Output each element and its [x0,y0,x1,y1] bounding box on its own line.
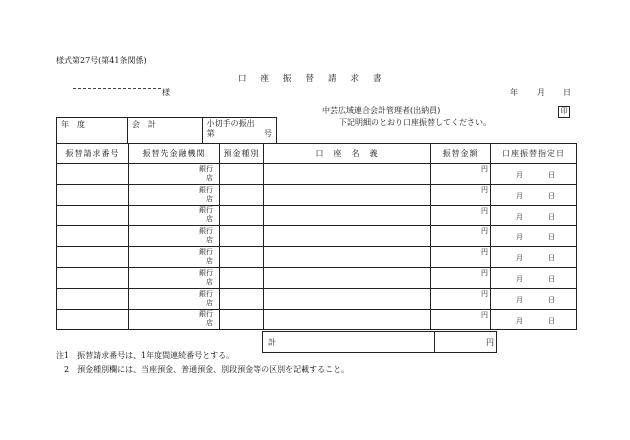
transfer-date-cell[interactable] [491,205,577,226]
deposit-type-cell[interactable] [220,247,264,268]
request-no-cell[interactable] [57,247,129,268]
account-name-cell[interactable] [264,267,431,288]
total-table [262,331,577,353]
transfer-date-cell[interactable] [491,184,577,205]
day-label: 日 [548,254,555,263]
transfer-date-cell[interactable] [491,226,577,247]
amount-cell[interactable] [431,288,491,309]
fiscal-year-label: 年 度 [61,120,85,129]
branch-label: 店 [206,236,213,245]
table-row [57,164,577,185]
request-no-cell[interactable] [57,226,129,247]
check-no-suffix: 号 [264,129,272,138]
addressee-suffix: 様 [162,88,170,97]
yen-label: 円 [481,310,488,319]
addressee-line [73,88,161,89]
total-yen: 円 [486,337,494,347]
seal-box: 印 [558,106,570,118]
yen-label: 円 [481,227,488,236]
table-row [57,267,577,288]
bank-label: 銀行 [199,185,213,194]
account-name-cell[interactable] [264,164,431,185]
deposit-type-cell[interactable] [220,309,264,330]
amount-cell[interactable] [431,184,491,205]
total-label: 計 [268,337,276,347]
dest-bank-cell[interactable] [129,267,220,288]
table-row [57,247,577,268]
amount-cell[interactable] [431,267,491,288]
deposit-type-cell[interactable] [220,288,264,309]
bank-label: 銀行 [199,310,213,319]
yen-label: 円 [481,165,488,173]
bank-label: 銀行 [199,289,213,298]
yen-label: 円 [481,289,488,298]
request-text: 下記明細のとおり口座振替してください。 [339,118,491,127]
col-dest-bank: 振替先金融機関 [129,144,220,164]
dest-bank-cell[interactable] [129,247,220,268]
month-label: 月 [516,233,523,242]
deposit-type-cell[interactable] [220,164,264,185]
request-no-cell[interactable] [57,288,129,309]
total-label-cell [263,332,435,353]
bank-label: 銀行 [199,268,213,277]
deposit-type-cell[interactable] [220,267,264,288]
total-amount-cell [435,332,497,353]
bank-label: 銀行 [199,206,213,215]
info-table [56,117,277,144]
col-transfer-date: 口座振替指定日 [491,144,577,164]
branch-label: 店 [206,319,213,328]
form-number: 様式第27号(第41条関係) [56,56,147,65]
table-row [57,309,577,330]
day-label: 日 [548,212,555,221]
check-no-label: 第 [206,129,215,138]
col-request-no: 振替請求番号 [57,144,129,164]
account-name-cell[interactable] [264,205,431,226]
month-label: 月 [516,254,523,263]
fiscal-year-cell [57,118,128,144]
month-label: 月 [516,316,523,325]
transfer-date-cell[interactable] [491,288,577,309]
yen-label: 円 [481,206,488,215]
form-title: 口座振替請求書 [238,74,396,84]
month-label: 月 [516,212,523,221]
dest-bank-cell[interactable] [129,184,220,205]
table-row [57,288,577,309]
bank-label: 銀行 [199,248,213,257]
request-no-cell[interactable] [57,309,129,330]
table-row [57,205,577,226]
total-blank-cell [497,332,578,353]
date-month: 月 [537,88,545,97]
branch-label: 店 [206,194,213,203]
day-label: 日 [548,191,555,200]
table-row [57,184,577,205]
branch-label: 店 [206,173,213,182]
amount-cell[interactable] [431,309,491,330]
col-deposit-type: 預金種別 [220,144,264,164]
day-label: 日 [548,274,555,283]
deposit-type-cell[interactable] [220,205,264,226]
day-label: 日 [548,295,555,304]
account-name-cell[interactable] [264,288,431,309]
amount-cell[interactable] [431,164,491,185]
yen-label: 円 [481,185,488,194]
account-name-cell[interactable] [264,309,431,330]
request-no-cell[interactable] [57,184,129,205]
bank-label: 銀行 [199,227,213,236]
month-label: 月 [516,171,523,179]
account-label: 会 計 [131,120,156,129]
day-label: 日 [548,171,555,179]
dest-bank-cell[interactable] [129,288,220,309]
transfer-date-cell[interactable] [491,164,577,185]
date-year: 年 [510,88,518,97]
note-2: 2 預金種別欄には、当座預金、普通預金、別段預金等の区別を記載すること。 [56,365,350,374]
note-1: 注1 振替請求番号は、1年度間連続番号とする。 [56,351,235,360]
month-label: 月 [516,191,523,200]
branch-label: 店 [206,215,213,224]
request-no-cell[interactable] [57,164,129,185]
amount-cell[interactable] [431,226,491,247]
transfer-date-cell[interactable] [491,247,577,268]
account-name-cell[interactable] [264,184,431,205]
header-row [57,144,577,164]
yen-label: 円 [481,268,488,277]
branch-label: 店 [206,257,213,266]
account-name-cell[interactable] [264,226,431,247]
col-amount: 振替金額 [431,144,491,164]
month-label: 月 [516,295,523,304]
bank-label: 銀行 [199,164,213,173]
account-name-cell[interactable] [264,247,431,268]
amount-cell[interactable] [431,205,491,226]
dest-bank-cell[interactable] [129,164,220,185]
check-issue-label: 小切手の振出 [206,119,255,128]
yen-label: 円 [481,248,488,257]
deposit-type-cell[interactable] [220,184,264,205]
month-label: 月 [516,274,523,283]
dest-bank-cell[interactable] [129,309,220,330]
branch-label: 店 [206,298,213,307]
day-label: 日 [548,233,555,242]
col-account-name: 口 座 名 義 [264,144,431,164]
deposit-type-cell[interactable] [220,226,264,247]
date-day: 日 [563,88,571,97]
transfer-date-cell[interactable] [491,309,577,330]
dest-bank-cell[interactable] [129,226,220,247]
dest-bank-cell[interactable] [129,205,220,226]
table-row [57,226,577,247]
transfer-date-cell[interactable] [491,267,577,288]
check-issue-cell [202,118,276,144]
request-no-cell[interactable] [57,267,129,288]
day-label: 日 [548,316,555,325]
issuer-name: 中芸広域連合会計管理者(出納員) [322,106,441,115]
request-no-cell[interactable] [57,205,129,226]
account-cell [127,118,202,144]
amount-cell[interactable] [431,247,491,268]
transfer-table [56,143,577,330]
branch-label: 店 [206,277,213,286]
